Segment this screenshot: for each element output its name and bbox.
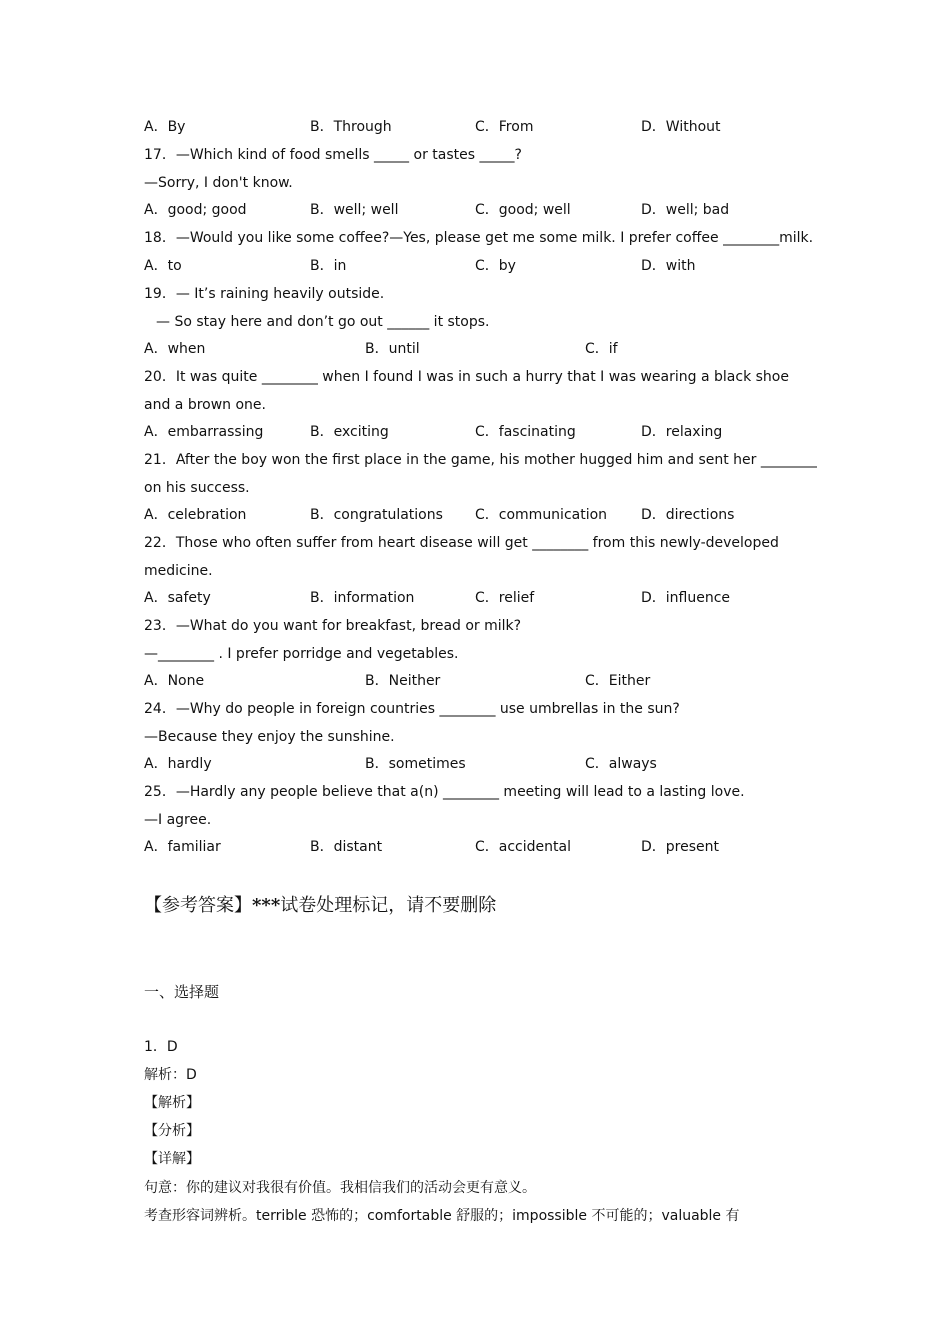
q16-option-b: B．Through	[310, 119, 392, 135]
q18-stem: 18．—Would you like some coffee?—Yes, please get me some milk. I prefer coffee ________milk.	[144, 230, 814, 246]
answer-key-label: 【参考答案】	[144, 895, 252, 916]
q25-option-a: A．familiar	[144, 839, 221, 855]
q19-stem: 19．— It’s raining heavily outside.	[144, 286, 385, 302]
q18-option-a: A．to	[144, 258, 182, 274]
q20-option-b: B．exciting	[310, 424, 389, 440]
q17-option-a: A．good; good	[144, 202, 247, 218]
q17-option-b: B．well; well	[310, 202, 399, 218]
answer-1-fenxi-tag: 【分析】	[144, 1123, 200, 1139]
q16-options	[144, 118, 824, 136]
q21-option-b: B．congratulations	[310, 507, 443, 523]
q19-option-b: B．until	[365, 341, 420, 357]
q23-options	[144, 672, 824, 690]
q25-options	[144, 838, 824, 856]
q21-stem-cont: on his success.	[144, 480, 250, 496]
q21-option-d: D．directions	[641, 507, 735, 523]
answer-1-brief: 解析：D	[144, 1067, 197, 1083]
q23-option-c: C．Either	[585, 673, 651, 689]
processing-mark: ***	[252, 895, 281, 916]
q21-stem: 21．After the boy won the first place in the game, his mother hugged him and sent her ________	[144, 452, 817, 468]
answer-1-number: 1．D	[144, 1039, 178, 1055]
q16-option-d: D．Without	[641, 119, 721, 135]
q22-stem-cont: medicine.	[144, 563, 213, 579]
q24-options	[144, 755, 824, 773]
q19-reply: — So stay here and don’t go out ______ it stops.	[156, 314, 490, 330]
q24-option-b: B．sometimes	[365, 756, 466, 772]
answer-1-explanation: 考查形容词辨析。terrible 恐怖的；comfortable 舒服的；impossible 不可能的；valuable 有	[144, 1208, 740, 1224]
answer-key-note: 试卷处理标记，请不要删除	[280, 895, 497, 916]
q18-option-d: D．with	[641, 258, 696, 274]
q21-option-c: C．communication	[475, 507, 608, 523]
q25-reply: —I agree.	[144, 812, 212, 828]
q20-stem-cont: and a brown one.	[144, 397, 266, 413]
q16-option-c: C．From	[475, 119, 534, 135]
q17-reply: —Sorry, I don't know.	[144, 175, 293, 191]
q20-options	[144, 423, 824, 441]
q20-option-c: C．fascinating	[475, 424, 576, 440]
q23-option-a: A．None	[144, 673, 205, 689]
q23-reply: —________ . I prefer porridge and vegetables.	[144, 646, 459, 662]
section-heading: 一、选择题	[144, 983, 220, 1001]
q24-reply: —Because they enjoy the sunshine.	[144, 729, 395, 745]
q25-stem: 25．—Hardly any people believe that a(n) ________ meeting will lead to a lasting love.	[144, 784, 745, 800]
q22-option-a: A．safety	[144, 590, 211, 606]
q21-options	[144, 506, 824, 524]
q16-option-a: A．By	[144, 119, 186, 135]
q20-stem: 20．It was quite ________ when I found I was in such a hurry that I was wearing a black shoe	[144, 369, 789, 385]
q18-option-b: B．in	[310, 258, 347, 274]
q22-option-c: C．relief	[475, 590, 535, 606]
q19-option-c: C．if	[585, 341, 618, 357]
q18-option-c: C．by	[475, 258, 516, 274]
answer-1-analysis-tag: 【解析】	[144, 1095, 200, 1111]
q19-option-a: A．when	[144, 341, 206, 357]
q24-option-a: A．hardly	[144, 756, 212, 772]
q21-option-a: A．celebration	[144, 507, 247, 523]
answer-key-heading	[144, 894, 496, 918]
answer-1-meaning: 句意：你的建议对我很有价值。我相信我们的活动会更有意义。	[144, 1180, 536, 1196]
q25-option-c: C．accidental	[475, 839, 571, 855]
q17-option-d: D．well; bad	[641, 202, 730, 218]
q18-options	[144, 257, 824, 275]
q22-options	[144, 589, 824, 607]
q19-options	[144, 340, 824, 358]
q24-option-c: C．always	[585, 756, 657, 772]
q25-option-b: B．distant	[310, 839, 383, 855]
q22-option-b: B．information	[310, 590, 415, 606]
answer-1-detail-tag: 【详解】	[144, 1151, 200, 1167]
q17-option-c: C．good; well	[475, 202, 571, 218]
q17-options	[144, 201, 824, 219]
q25-option-d: D．present	[641, 839, 719, 855]
q23-option-b: B．Neither	[365, 673, 441, 689]
q20-option-d: D．relaxing	[641, 424, 723, 440]
q17-stem: 17．—Which kind of food smells _____ or tastes _____?	[144, 147, 522, 163]
q22-stem: 22．Those who often suffer from heart disease will get ________ from this newly-developed	[144, 535, 779, 551]
q22-option-d: D．influence	[641, 590, 731, 606]
q20-option-a: A．embarrassing	[144, 424, 264, 440]
q23-stem: 23．—What do you want for breakfast, bread or milk?	[144, 618, 522, 634]
q24-stem: 24．—Why do people in foreign countries ________ use umbrellas in the sun?	[144, 701, 680, 717]
